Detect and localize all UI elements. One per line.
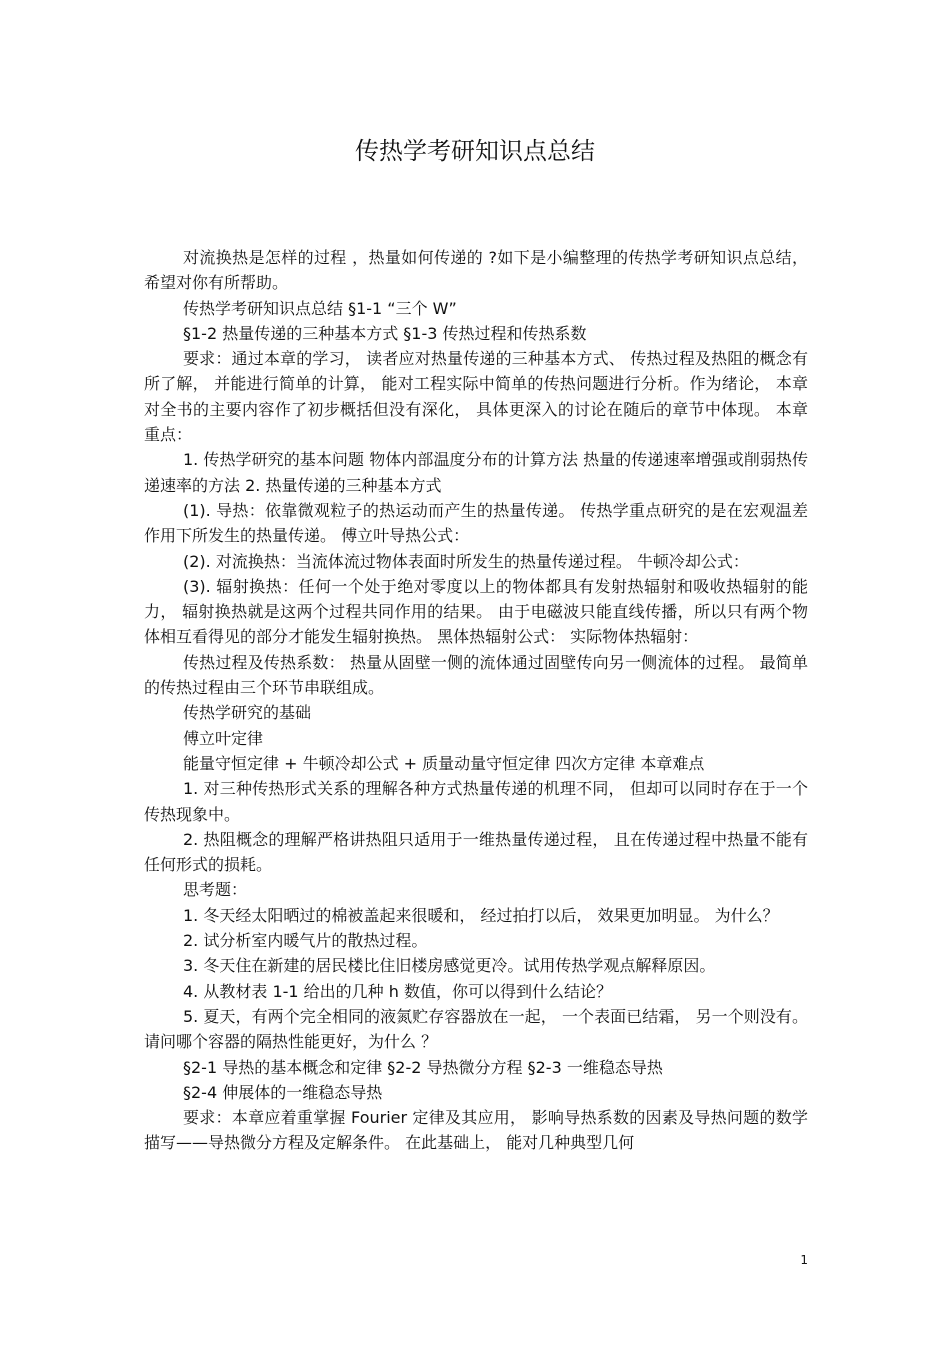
document-body	[144, 245, 808, 1156]
paragraph-chapter2-requirements: 要求：本章应着重掌握 Fourier 定律及其应用， 影响导热系数的因素及导热问题的数学描写——导热微分方程及定解条件。 在此基础上， 能对几种典型几何	[144, 1108, 808, 1153]
paragraph-questions-heading: 思考题：	[183, 880, 248, 900]
paragraph-difficulty-1: 1. 对三种传热形式关系的理解各种方式热量传递的机理不同， 但却可以同时存在于一个传热现象中。	[144, 779, 808, 824]
paragraph-intro: 对流换热是怎样的过程 ，热量如何传递的 ?如下是小编整理的传热学考研知识点总结，希望对你有所帮助。	[144, 248, 808, 293]
paragraph-section-1-1: 传热学考研知识点总结 §1-1 “三个 W”	[183, 298, 457, 318]
paragraph-foundation-heading: 传热学研究的基础	[183, 703, 312, 723]
paragraph-section-2-4: §2-4 伸展体的一维稳态导热	[183, 1082, 383, 1102]
paragraph-question-1: 1. 冬天经太阳晒过的棉被盖起来很暖和， 经过拍打以后， 效果更加明显。 为什么？	[183, 905, 779, 925]
paragraph-heat-transfer-process: 传热过程及传热系数： 热量从固壁一侧的流体通过固壁传向另一侧流体的过程。 最简单的传热过程由三个环节串联组成。	[144, 652, 808, 698]
paragraph-fourier-law: 傅立叶定律	[183, 728, 264, 748]
document-title: 传热学考研知识点总结	[355, 137, 595, 165]
paragraph-chapter1-requirements: 要求：通过本章的学习， 读者应对热量传递的三种基本方式、 传热过程及热阻的概念有所了解， 并能进行简单的计算， 能对工程实际中简单的传热问题进行分析。作为绪论， 本章对全书的主要内容作了初步概括但没有深化， 具体更深入的讨论在随后的章节中体现。 本章重点：	[144, 349, 808, 445]
paragraph-difficulty-2: 2. 热阻概念的理解严格讲热阻只适用于一维热量传递过程， 且在传递过程中热量不能有任何形式的损耗。	[144, 829, 808, 875]
paragraph-radiation: (3). 辐射换热：任何一个处于绝对零度以上的物体都具有发射热辐射和吸收热辐射的能力， 辐射换热就是这两个过程共同作用的结果。 由于电磁波只能直线传播，所以只有两个物体相互看得见的部分才能发生辐射换热。 黑体热辐射公式： 实际物体热辐射：	[144, 576, 808, 647]
paragraph-key-point-1: 1. 传热学研究的基本问题 物体内部温度分布的计算方法 热量的传递速率增强或削弱热传递速率的方法 2. 热量传递的三种基本方式	[144, 450, 808, 495]
paragraph-question-4: 4. 从教材表 1-1 给出的几种 h 数值，你可以得到什么结论？	[183, 981, 612, 1001]
page-number: 1	[800, 1253, 808, 1267]
paragraph-laws-and-difficulties: 能量守恒定律 + 牛顿冷却公式 + 质量动量守恒定律 四次方定律 本章难点	[183, 753, 705, 773]
paragraph-conduction: (1). 导热：依靠微观粒子的热运动而产生的热量传递。 传热学重点研究的是在宏观温差作用下所发生的热量传递。 傅立叶导热公式：	[144, 500, 808, 546]
paragraph-section-1-2-1-3: §1-2 热量传递的三种基本方式 §1-3 传热过程和传热系数	[183, 323, 587, 343]
paragraph-question-3: 3. 冬天住在新建的居民楼比住旧楼房感觉更冷。试用传热学观点解释原因。	[183, 956, 716, 976]
paragraph-question-2: 2. 试分析室内暖气片的散热过程。	[183, 931, 428, 951]
paragraph-convection: (2). 对流换热：当流体流过物体表面时所发生的热量传递过程。 牛顿冷却公式：	[183, 551, 749, 571]
paragraph-question-5: 5. 夏天，有两个完全相同的液氮贮存容器放在一起， 一个表面已结霜， 另一个则没有。请问哪个容器的隔热性能更好，为什么 ？	[144, 1006, 808, 1052]
paragraph-section-2-1-2-3: §2-1 导热的基本概念和定律 §2-2 导热微分方程 §2-3 一维稳态导热	[183, 1057, 663, 1077]
